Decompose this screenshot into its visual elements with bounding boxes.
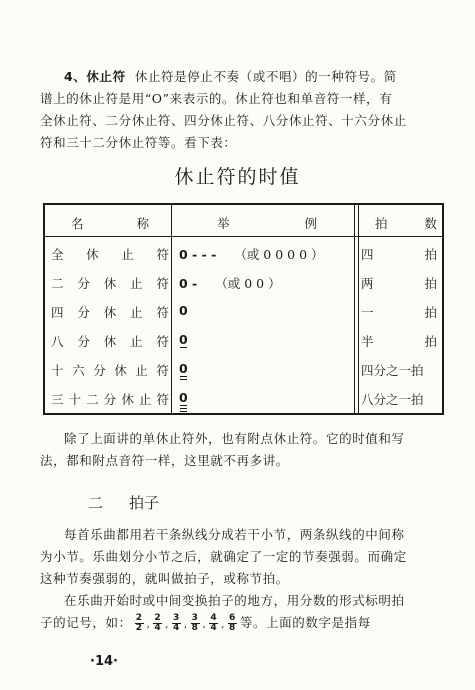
rest-example <box>179 390 188 405</box>
comma: , <box>202 619 207 630</box>
header-example: 举 例 <box>217 216 317 231</box>
time-signature-denominator: 8 <box>191 623 199 633</box>
header-beats: 拍 数 <box>375 216 437 231</box>
rest-beats: 四分之一拍 <box>361 363 424 378</box>
rest-alternative: （或 0 0 0 0 ） <box>234 247 324 262</box>
time-signature-numerator: 2 <box>154 613 162 623</box>
time-signature-numerator: 3 <box>173 613 180 623</box>
rest-beats: 一 拍 <box>361 305 437 320</box>
rest-beats: 两 拍 <box>361 276 437 291</box>
time-signature <box>153 614 162 633</box>
page-number: ·14· <box>90 654 118 669</box>
rest-example <box>179 274 281 292</box>
paragraph-rests-intro <box>40 66 458 154</box>
time-signature-denominator: 2 <box>135 623 143 633</box>
rest-example <box>179 332 188 347</box>
paragraph-meter <box>40 524 458 636</box>
rest-values-table <box>43 203 444 415</box>
duration-underline <box>180 347 187 348</box>
table-title: 休止符的时值 <box>174 166 301 188</box>
rest-intro-line-1: 休止符是停止不奏（或不唱）的一种符号。简 <box>134 69 397 84</box>
duration-underline <box>180 411 187 412</box>
duration-underline <box>180 405 187 406</box>
time-signature <box>191 614 200 633</box>
time-signature <box>228 614 237 633</box>
rest-name: 二 分 休 止 符 <box>51 276 169 291</box>
time-signature <box>135 614 144 633</box>
rest-example <box>179 245 324 263</box>
time-signature-denominator: 8 <box>228 623 236 633</box>
header-name: 名 称 <box>71 216 149 231</box>
rest-notation: 0 <box>179 361 188 376</box>
time-signature-denominator: 4 <box>210 623 218 633</box>
rest-beats: 八分之一拍 <box>361 392 424 407</box>
time-signature-denominator: 4 <box>154 623 162 633</box>
rest-example <box>179 361 188 376</box>
comma: , <box>165 619 170 630</box>
rest-notation: 0 - <box>179 276 198 291</box>
rest-example <box>179 303 188 318</box>
comma: , <box>183 619 188 630</box>
time-signature <box>209 614 218 633</box>
rest-alternative: （或 0 0 ） <box>215 276 281 291</box>
dotted-line-1: 除了上面讲的单休止符外，也有附点休止符。它的时值和写 <box>64 431 405 446</box>
duration-underline <box>180 408 187 409</box>
section-heading <box>88 492 159 513</box>
meter-line-3: 这种节奏强弱的，就叫做拍子，或称节拍。 <box>40 571 289 586</box>
rest-beats: 半 拍 <box>361 334 437 349</box>
rest-name: 全 休 止 符 <box>51 247 169 262</box>
time-signature-numerator: 3 <box>191 613 199 623</box>
time-signature-numerator: 2 <box>135 613 143 623</box>
rest-intro-line-2: 谱上的休止符是用“O”来表示的。休止符也和单音符一样，有 <box>40 91 393 106</box>
rest-notation: 0 - - - <box>179 247 217 262</box>
meter-line-5-start: 子的记号，如： <box>40 615 132 630</box>
section-number: 二 <box>88 494 104 512</box>
rest-intro-line-3: 全休止符、二分休止符、四分休止符、八分休止符、十六分休止 <box>40 113 407 128</box>
rest-name: 三 十 二 分 休 止 符 <box>51 392 169 407</box>
rest-name: 四 分 休 止 符 <box>51 305 169 320</box>
comma: , <box>221 619 225 630</box>
time-signature-denominator: 4 <box>173 623 180 633</box>
time-signature-numerator: 6 <box>228 613 236 623</box>
header-divider <box>45 236 442 237</box>
duration-underline <box>180 376 187 377</box>
meter-line-4: 在乐曲开始时或中间变换拍子的地方，用分数的形式标明拍 <box>64 593 405 608</box>
rest-intro-line-4: 符和三十二分休止符等。看下表： <box>40 135 237 150</box>
comma: , <box>146 619 151 630</box>
meter-line-1: 每首乐曲都用若干条纵线分成若干小节，两条纵线的中间称 <box>64 527 405 542</box>
dotted-line-2: 法，都和附点音符一样，这里就不再多讲。 <box>40 453 289 468</box>
paragraph-dotted-rests <box>40 428 458 472</box>
time-signature <box>172 614 181 633</box>
rest-name: 八 分 休 止 符 <box>51 334 169 349</box>
rest-beats: 四 拍 <box>361 247 437 262</box>
rest-notation: 0 <box>179 332 188 347</box>
rest-notation: 0 <box>179 390 188 405</box>
time-signature-list <box>132 613 240 633</box>
duration-underline <box>180 379 187 380</box>
time-signature-numerator: 4 <box>210 613 218 623</box>
rest-heading: 4、休止符 <box>64 69 126 84</box>
meter-line-5-end: 等。上面的数字是指每 <box>239 615 371 630</box>
rest-notation: 0 <box>179 303 188 318</box>
section-title: 拍子 <box>129 494 160 512</box>
meter-line-2: 为小节。乐曲划分小节之后，就确定了一定的节奏强弱。而确定 <box>40 549 407 564</box>
rest-name: 十 六 分 休 止 符 <box>51 363 169 378</box>
